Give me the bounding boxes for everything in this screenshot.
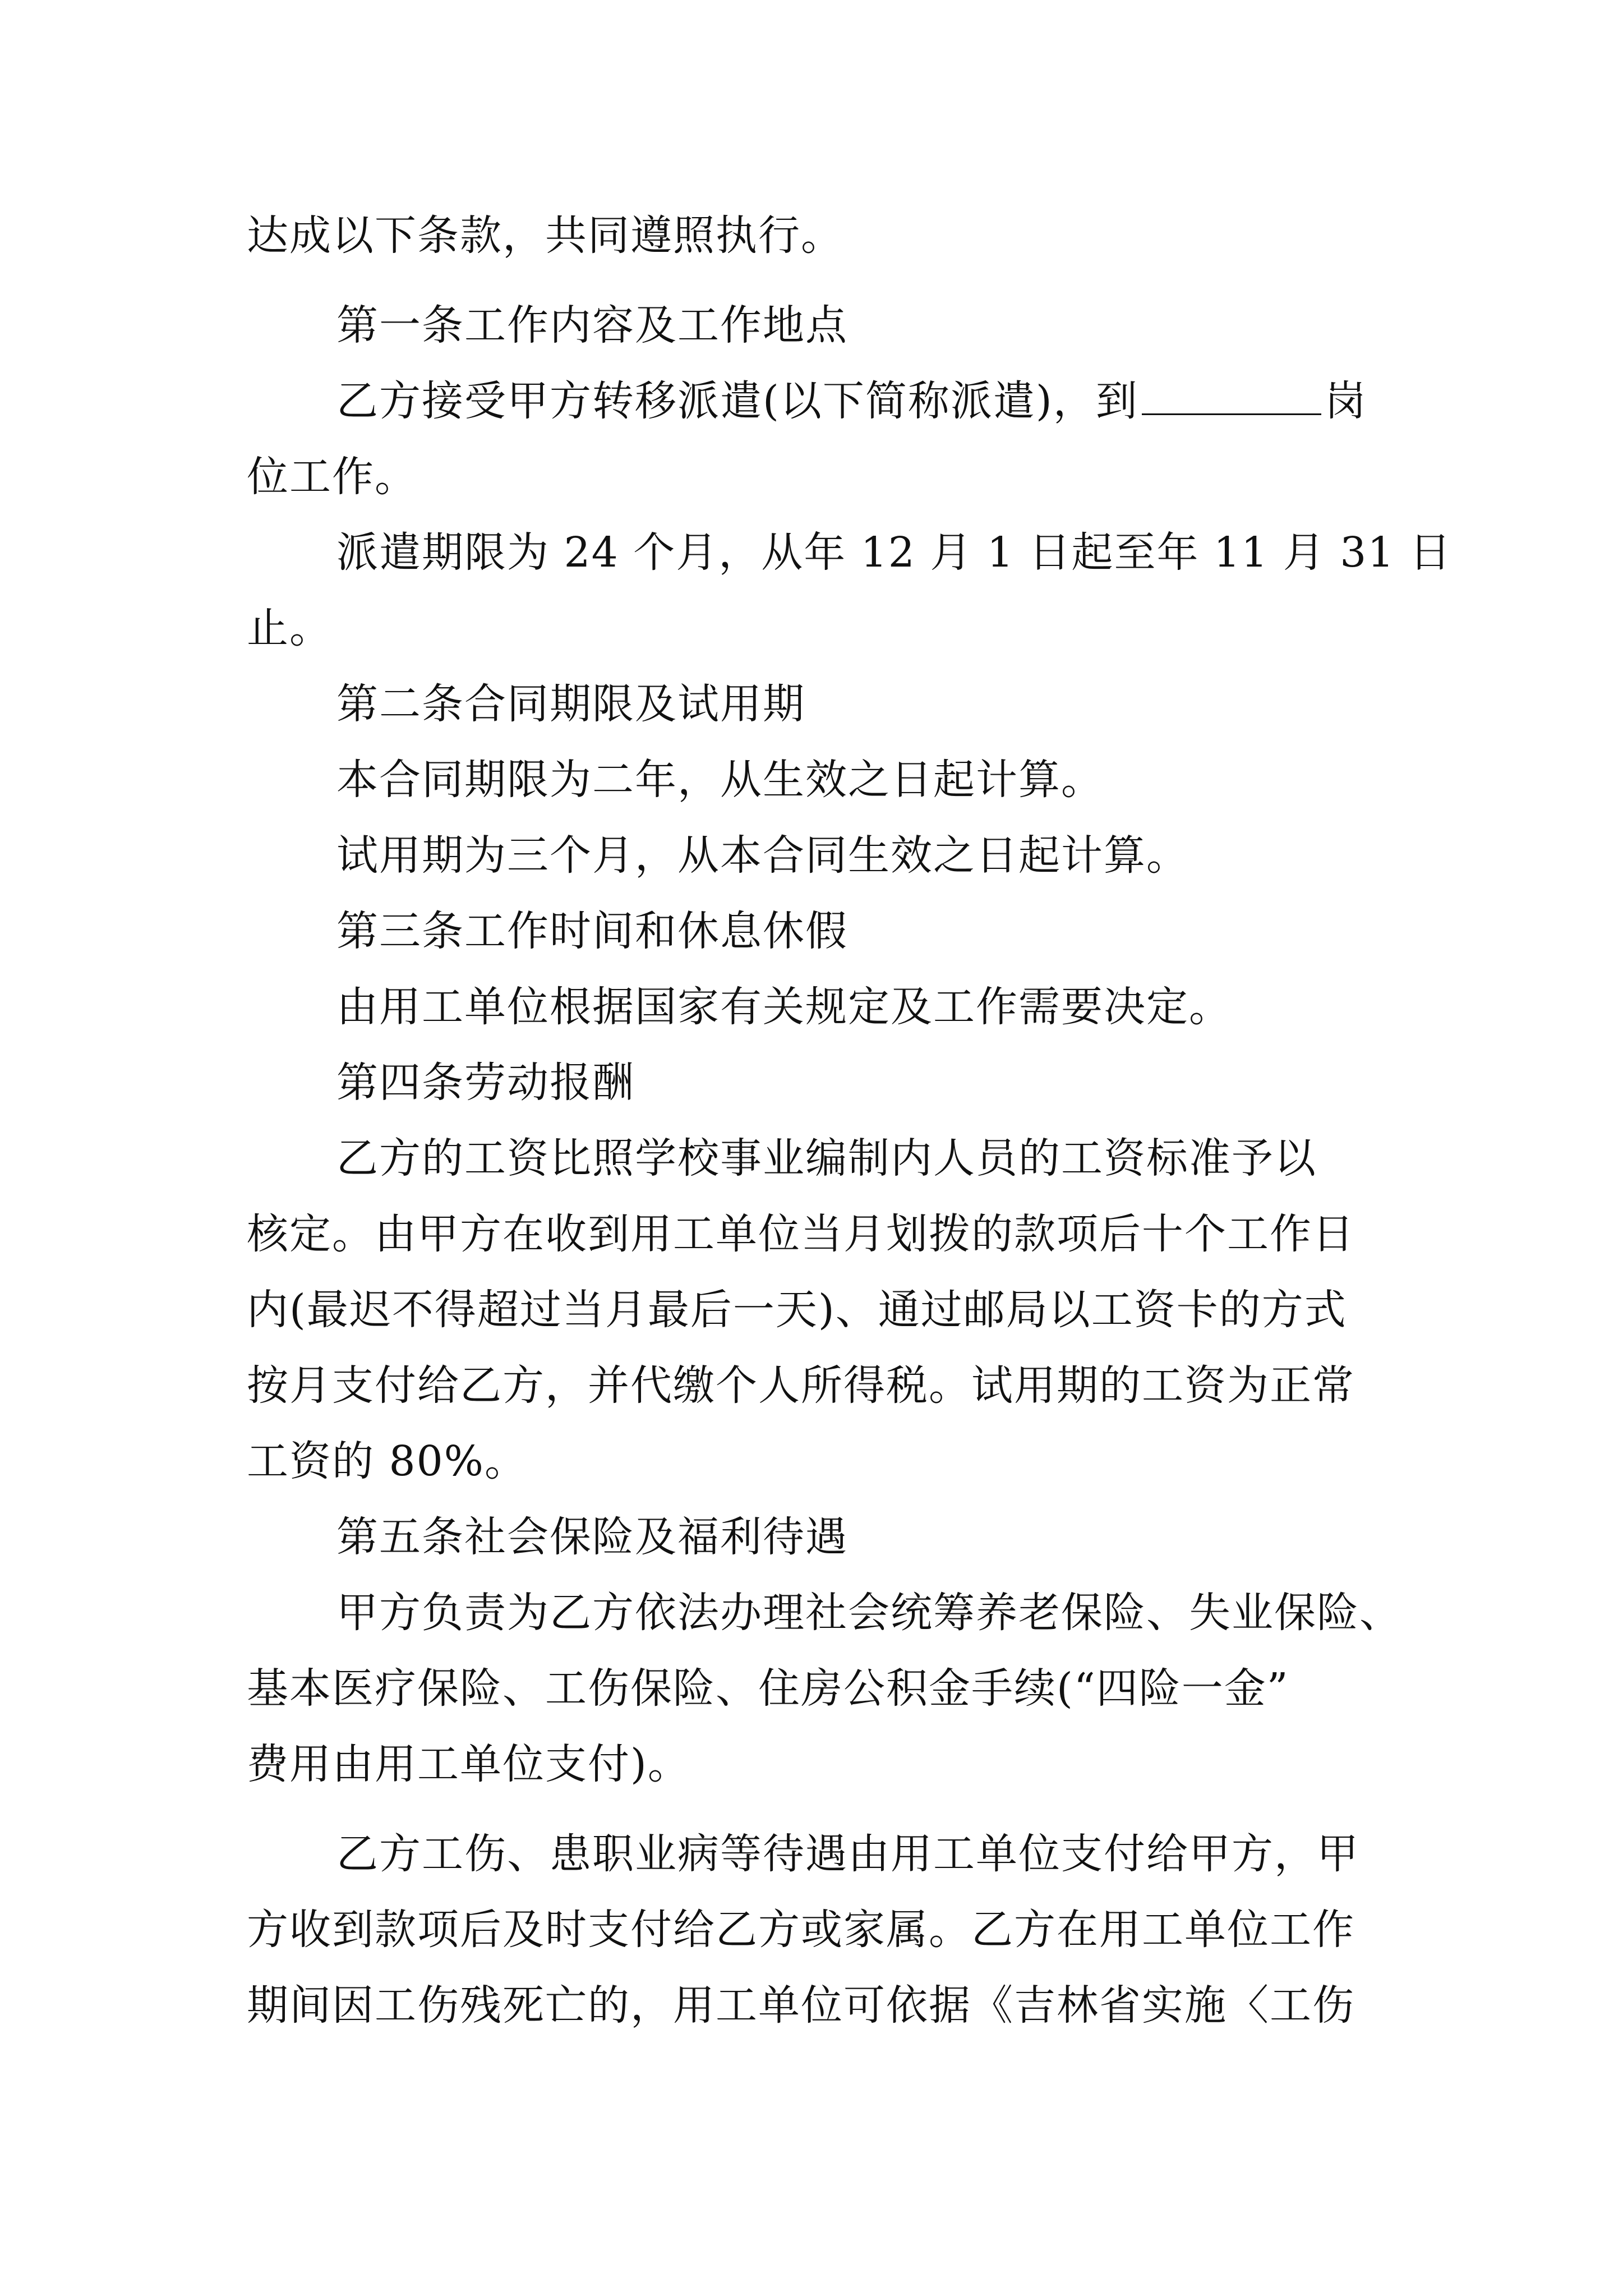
text-line-with-blank (336, 373, 1367, 429)
text-line: 止。 (247, 604, 332, 652)
text-line: 工资的 80%。 (247, 1437, 527, 1485)
text-line: 位工作。 (247, 453, 417, 501)
text-segment: 乙方接受甲方转移派遣(以下简称派遣)，到 (336, 377, 1138, 425)
fill-in-blank (1142, 380, 1321, 415)
section-heading-1: 第一条工作内容及工作地点 (336, 301, 848, 349)
text-line: 乙方工伤、患职业病等待遇由用工单位支付给甲方，甲 (336, 1830, 1359, 1878)
text-line: 期间因工伤残死亡的，用工单位可依据《吉林省实施〈工伤 (247, 1981, 1355, 2030)
text-line: 达成以下条款，共同遵照执行。 (247, 211, 843, 260)
section-heading-5: 第五条社会保险及福利待遇 (336, 1513, 848, 1561)
text-line: 费用由用工单位支付)。 (247, 1740, 690, 1788)
text-line: 方收到款项后及时支付给乙方或家属。乙方在用工单位工作 (247, 1906, 1355, 1954)
text-segment: 岗 (1324, 377, 1367, 425)
section-heading-4: 第四条劳动报酬 (336, 1059, 635, 1107)
text-line: 本合同期限为二年，从生效之日起计算。 (336, 756, 1104, 804)
section-heading-2: 第二条合同期限及试用期 (336, 680, 805, 728)
text-line: 按月支付给乙方，并代缴个人所得税。试用期的工资为正常 (247, 1361, 1355, 1410)
text-line: 基本医疗保险、工伤保险、住房公积金手续(“四险一金” (247, 1664, 1289, 1713)
text-line: 试用期为三个月，从本合同生效之日起计算。 (336, 831, 1189, 880)
text-line: 乙方的工资比照学校事业编制内人员的工资标准予以 (336, 1134, 1317, 1182)
text-line: 由用工单位根据国家有关规定及工作需要决定。 (336, 983, 1232, 1031)
text-line: 核定。由甲方在收到用工单位当月划拨的款项后十个工作日 (247, 1210, 1355, 1258)
text-line: 内(最迟不得超过当月最后一天)、通过邮局以工资卡的方式 (247, 1286, 1347, 1334)
section-heading-3: 第三条工作时间和休息休假 (336, 907, 848, 955)
text-line: 甲方负责为乙方依法办理社会统筹养老保险、失业保险、 (336, 1589, 1402, 1637)
text-line: 派遣期限为 24 个月，从年 12 月 1 日起至年 11 月 31 日 (336, 528, 1452, 577)
